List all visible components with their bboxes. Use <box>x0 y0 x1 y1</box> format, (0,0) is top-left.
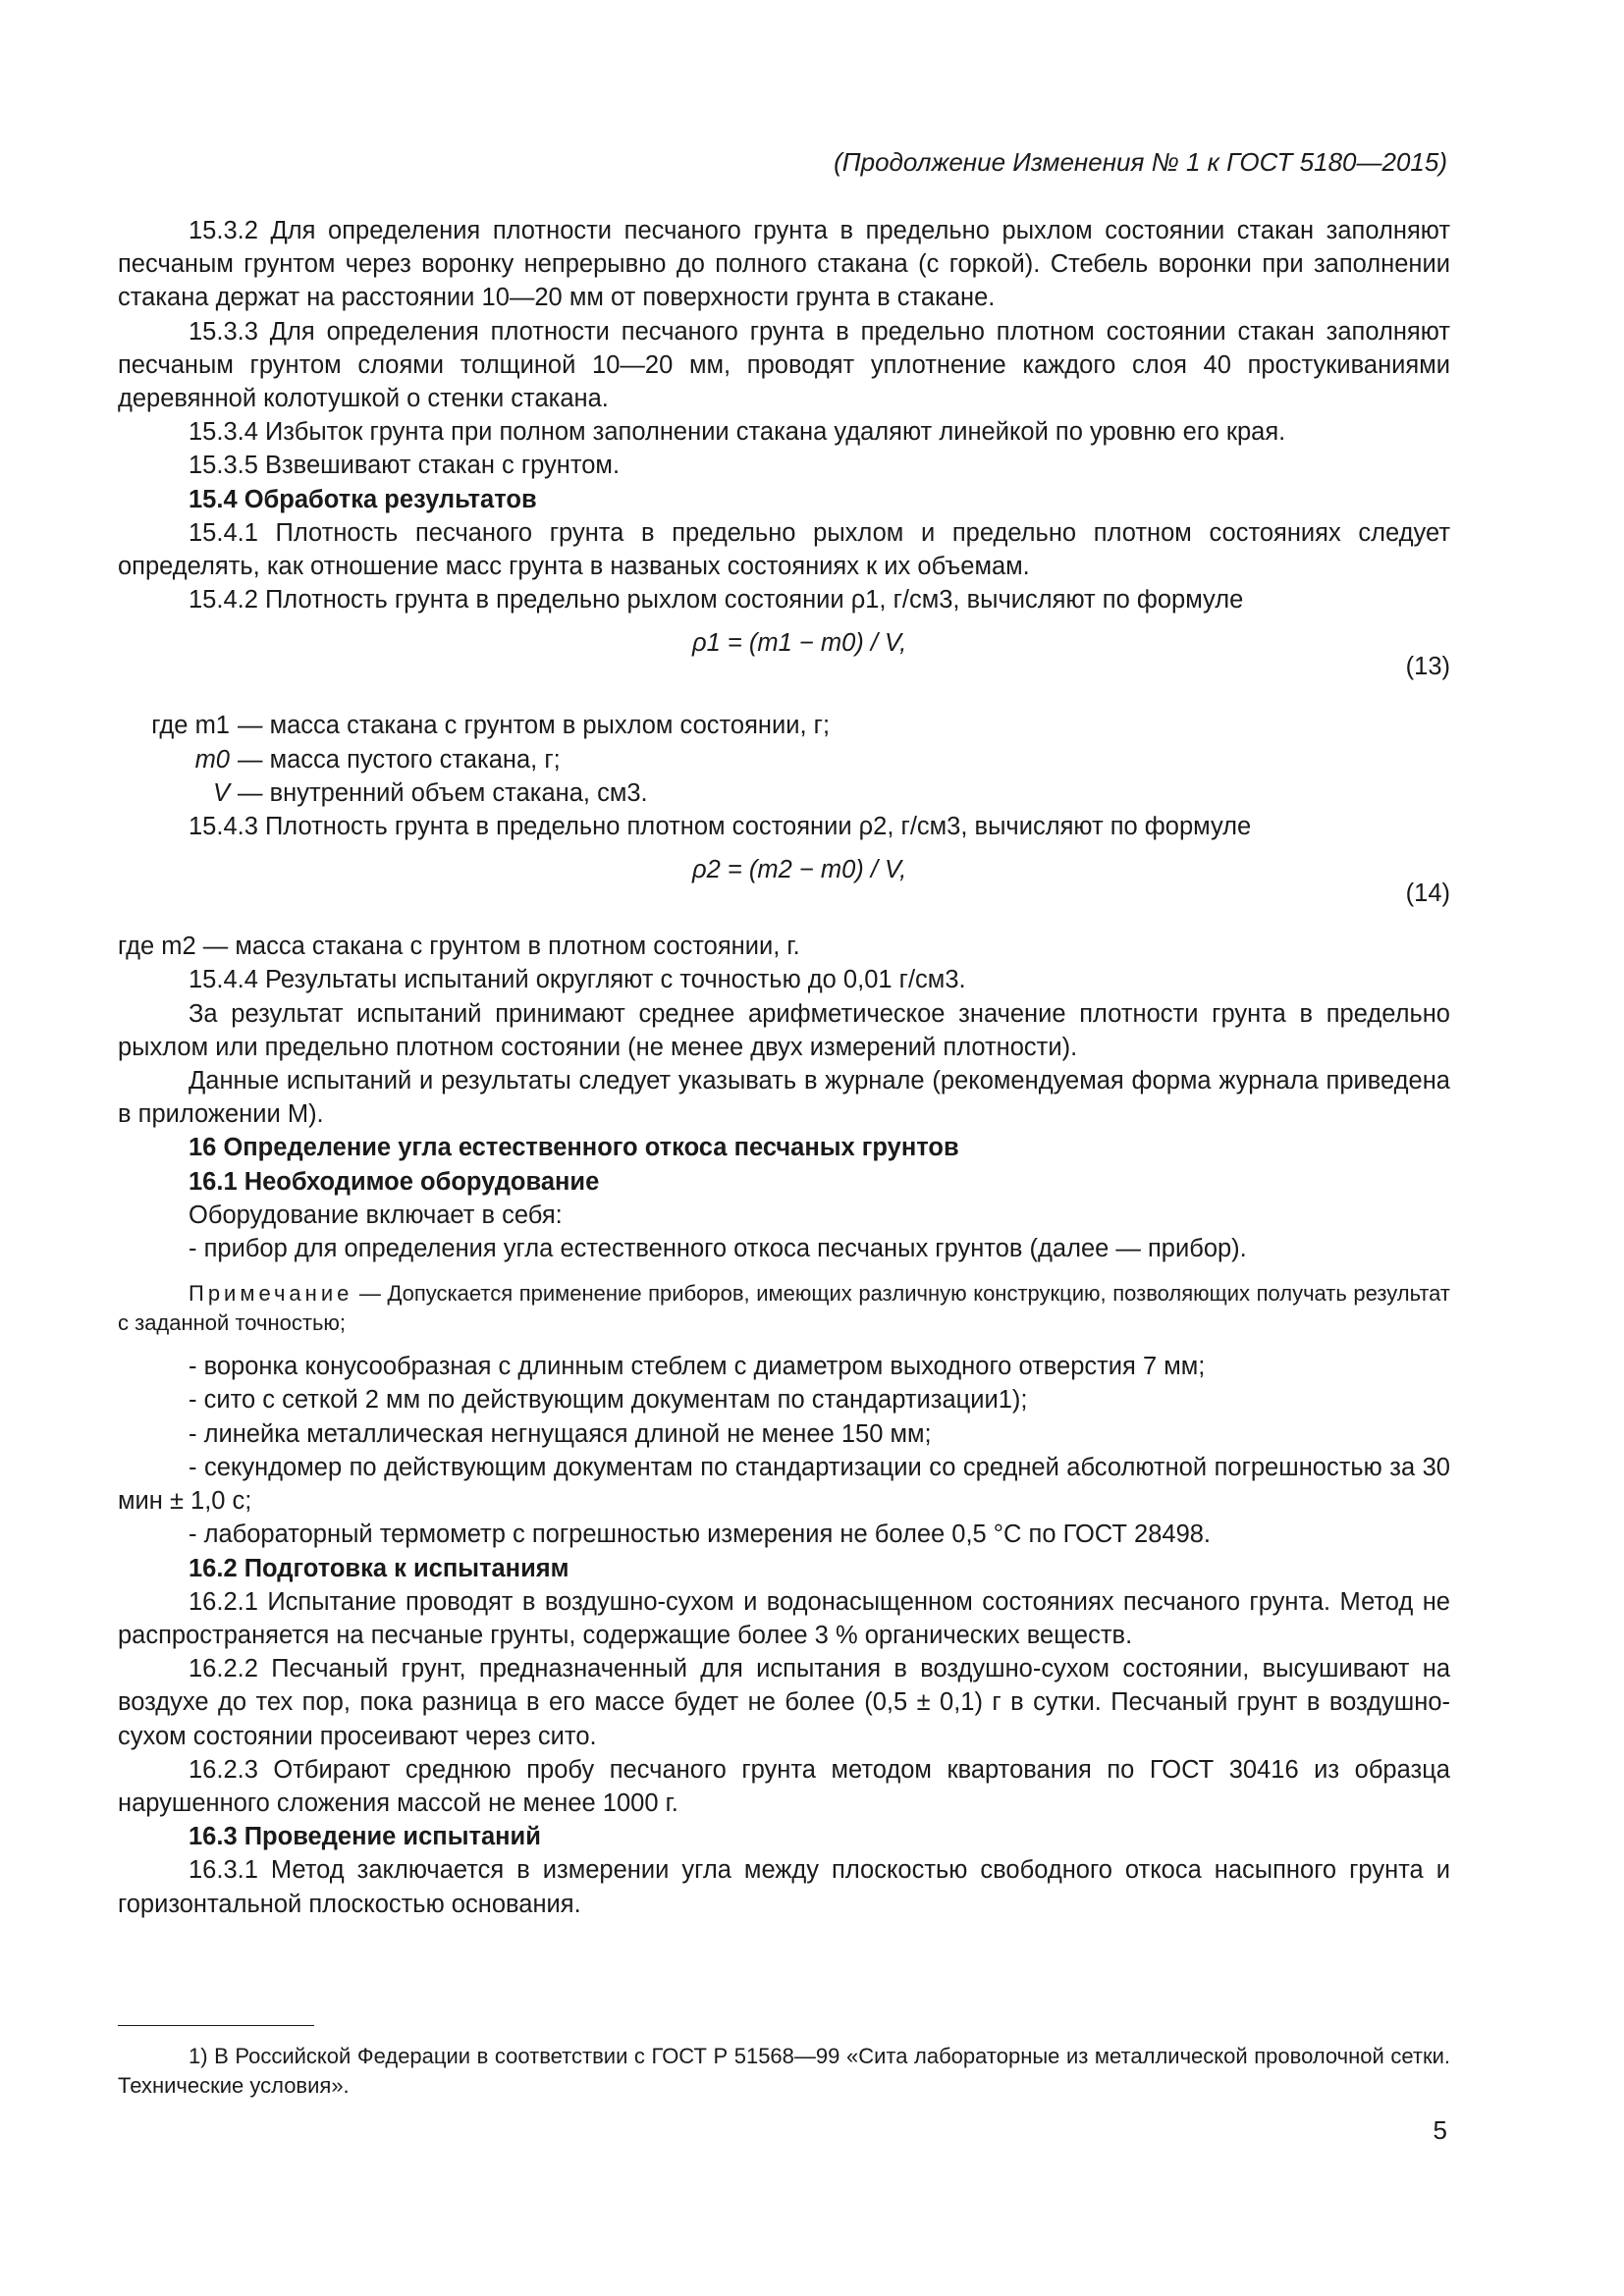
list-item: - линейка металлическая негнущаяся длиной не менее 150 мм; <box>189 1419 932 1448</box>
footnote-separator <box>118 2025 314 2026</box>
heading-16-1: 16.1 Необходимое оборудование <box>189 1167 600 1196</box>
paragraph-journal: Данные испытаний и результаты следует указывать в журнале (рекомендуемая форма журнала приведена в приложении М). <box>118 1067 1450 1129</box>
formula-14-text: ρ2 = (m2 − m0) / V, <box>692 856 907 884</box>
page-number: 5 <box>1433 2115 1447 2145</box>
list-item: - сито с сеткой 2 мм по действующим документам по стандартизации1); <box>189 1386 1028 1415</box>
note-label: Примечание <box>189 1281 353 1307</box>
definition-symbol: где m1 <box>151 712 230 740</box>
paragraph-16-3-1: 16.3.1 Метод заключается в измерении угла между плоскостью свободного откоса насыпного грунта и горизонтальной плоскостью основания. <box>118 1856 1450 1918</box>
definition-symbol: V <box>212 778 230 807</box>
paragraph-15-4-2: 15.4.2 Плотность грунта в предельно рыхлом состоянии ρ1, г/см3, вычисляют по формуле <box>189 586 1244 614</box>
paragraph-15-3-3: 15.3.3 Для определения плотности песчаного грунта в предельно плотном состоянии стакан заполняют песчаным грунтом слоями толщиной 10—20 мм, проводят уплотнение каждого слоя 40 простукиваниями деревянной колотушкой о стенки стакана. <box>118 317 1450 413</box>
definition-row <box>118 743 1450 776</box>
heading-16-2: 16.2 Подготовка к испытаниям <box>189 1554 569 1582</box>
footnote: 1) В Российской Федерации в соответствии с ГОСТ Р 51568—99 «Сита лабораторные из металлической проволочной сетки. Технические условия». <box>118 2044 1450 2098</box>
definition-text: — масса стакана с грунтом в рыхлом состоянии, г; <box>238 712 831 740</box>
paragraph-result: За результат испытаний принимают среднее арифметическое значение плотности грунта в предельно рыхлом или предельно плотном состоянии (не менее двух измерений плотности). <box>118 999 1450 1061</box>
heading-16-3: 16.3 Проведение испытаний <box>189 1823 541 1851</box>
formula-13-text: ρ1 = (m1 − m0) / V, <box>692 629 907 658</box>
heading-15-4: 15.4 Обработка результатов <box>189 485 537 513</box>
paragraph-15-3-5: 15.3.5 Взвешивают стакан с грунтом. <box>189 452 621 480</box>
paragraph-16-2-3: 16.2.3 Отбирают среднюю пробу песчаного грунта методом квартования по ГОСТ 30416 из образца нарушенного сложения массой не менее 1000 г. <box>118 1755 1450 1817</box>
definition-symbol: m0 <box>194 745 230 774</box>
definition-row <box>118 776 1450 810</box>
paragraph-15-4-1: 15.4.1 Плотность песчаного грунта в предельно рыхлом и предельно плотном состояниях следует определять, как отношение масс грунта в названых состояниях к их объемам. <box>118 518 1450 581</box>
paragraph-device: - прибор для определения угла естественного откоса песчаных грунтов (далее — прибор). <box>189 1235 1247 1263</box>
paragraph-15-4-4: 15.4.4 Результаты испытаний округляют с точностью до 0,01 г/см3. <box>189 966 966 994</box>
list-item: - лабораторный термометр с погрешностью измерения не более 0,5 °С по ГОСТ 28498. <box>189 1521 1212 1549</box>
formula-14-number: (14) <box>1405 880 1450 908</box>
formula-13-number: (13) <box>1405 653 1450 681</box>
paragraph-15-3-4: 15.3.4 Избыток грунта при полном заполнении стакана удаляют линейкой по уровню его края. <box>189 418 1286 447</box>
note-text: — Допускается применение приборов, имеющих различную конструкцию, позволяющих получать результат с заданной точностью; <box>118 1281 1450 1336</box>
note <box>118 1279 1450 1338</box>
definition-text: — масса пустого стакана, г; <box>238 745 561 774</box>
formula-13 <box>118 616 1450 703</box>
paragraph-15-4-3: 15.4.3 Плотность грунта в предельно плотном состоянии ρ2, г/см3, вычисляют по формуле <box>189 813 1252 841</box>
paragraph-16-2-1: 16.2.1 Испытание проводят в воздушно-сухом и водонасыщенном состояниях песчаного грунта. Метод не распространяется на песчаные грунты, содержащие более 3 % органических веществ. <box>118 1587 1450 1649</box>
paragraph-15-3-2: 15.3.2 Для определения плотности песчаного грунта в предельно рыхлом состоянии стакан заполняют песчаным грунтом через воронку непрерывно до полного стакана (с горкой). Стебель воронки при заполнении стакана держат на расстоянии 10—20 мм от поверхности грунта в стакане. <box>118 217 1450 312</box>
list-item: - воронка конусообразная с длинным стеблем с диаметром выходного отверстия 7 мм; <box>189 1353 1206 1381</box>
definition-text: — внутренний объем стакана, см3. <box>238 778 648 807</box>
paragraph-equipment: Оборудование включает в себя: <box>189 1201 563 1229</box>
formula-13-expression <box>692 626 906 660</box>
document-body <box>118 214 1450 1921</box>
definition-row <box>118 709 1450 742</box>
list-item: - секундомер по действующим документам по стандартизации со средней абсолютной погрешностью за 30 мин ± 1,0 с; <box>118 1453 1450 1516</box>
paragraph-16-2-2: 16.2.2 Песчаный грунт, предназначенный для испытания в воздушно-сухом состоянии, высушивают на воздухе до тех пор, пока разница в его массе будет не более (0,5 ± 0,1) г в сутки. Песчаный грунт в воздушно-сухом состоянии просеивают через сито. <box>118 1655 1450 1750</box>
where-14-definition: где m2 — масса стакана с грунтом в плотном состоянии, г. <box>118 933 800 961</box>
where-13-definitions <box>118 709 1450 810</box>
formula-14 <box>118 843 1450 930</box>
heading-16: 16 Определение угла естественного откоса песчаных грунтов <box>189 1134 959 1162</box>
running-header: (Продолжение Изменения № 1 к ГОСТ 5180—2015) <box>834 147 1447 177</box>
formula-14-expression <box>692 853 906 886</box>
